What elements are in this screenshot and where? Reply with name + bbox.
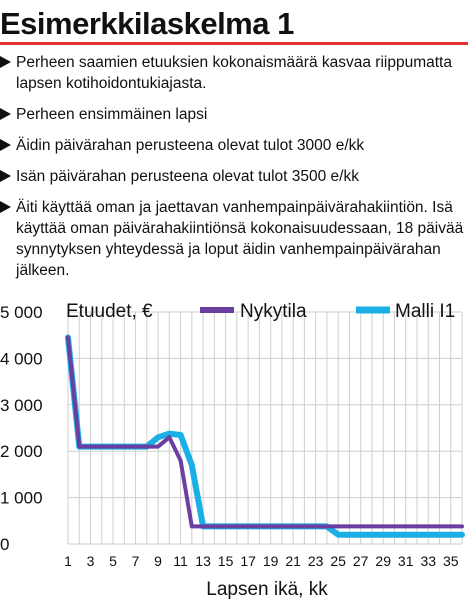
x-axis-ticks — [64, 553, 459, 569]
arrow-right-icon — [0, 201, 11, 213]
bullet-text: Perheen ensimmäinen lapsi — [16, 106, 208, 123]
x-tick-label: 31 — [397, 553, 414, 569]
arrow-right-icon — [0, 108, 11, 120]
x-tick-label: 25 — [330, 553, 346, 569]
x-tick-label: 27 — [352, 553, 369, 569]
x-tick-label: 3 — [86, 553, 95, 569]
x-tick-label: 23 — [307, 553, 324, 569]
x-axis-label: Lapsen ikä, kk — [206, 579, 328, 600]
y-tick-label: 5 000 — [0, 303, 43, 322]
bullet-item — [0, 52, 468, 94]
x-tick-label: 13 — [195, 553, 211, 569]
x-tick-label: 15 — [217, 553, 234, 569]
bullet-text: Äiti käyttää oman ja jaettavan vanhempainpäivärahakiintiön. Isä käyttää oman päivärahakiintiönsä kokonaisuudessaan, 18 päivää synnytyksen yhteydessä ja loput äidin vanhempainpäivärahan jälkeen. — [16, 199, 464, 279]
x-tick-label: 17 — [240, 553, 256, 569]
arrow-right-icon — [0, 56, 11, 68]
chart-series — [68, 338, 462, 535]
title-underline — [0, 42, 468, 45]
legend-label-malli: Malli I1 — [395, 301, 456, 322]
bullet-text: Isän päivärahan perusteena olevat tulot 3500 e/kk — [16, 168, 359, 185]
y-tick-label: 1 000 — [0, 488, 43, 508]
bullet-text: Äidin päivärahan perusteena olevat tulot 3000 e/kk — [16, 137, 365, 154]
x-tick-label: 21 — [285, 553, 301, 569]
x-tick-label: 29 — [375, 553, 391, 569]
page-title: Esimerkkilaskelma 1 — [0, 6, 294, 41]
y-tick-label: 0 — [0, 535, 10, 554]
x-tick-label: 1 — [64, 553, 72, 569]
bullet-item — [0, 135, 468, 156]
bullet-text: Perheen saamien etuuksien kokonaismäärä kasvaa riippumatta lapsen kotihoidontukiajasta. — [16, 54, 452, 92]
y-tick-label: 3 000 — [0, 395, 43, 415]
series-line-malli — [68, 338, 462, 535]
bullet-list — [0, 52, 468, 291]
x-tick-label: 19 — [262, 553, 279, 569]
legend-label-nykytila: Nykytila — [240, 301, 307, 322]
y-tick-label: 4 000 — [0, 349, 43, 369]
y-axis-label: Etuudet, € — [66, 301, 153, 322]
x-tick-label: 11 — [173, 553, 188, 569]
x-tick-label: 35 — [442, 553, 459, 569]
bullet-item — [0, 166, 468, 187]
arrow-right-icon — [0, 170, 11, 182]
x-tick-label: 7 — [131, 553, 140, 569]
y-axis-ticks — [0, 303, 43, 554]
arrow-right-icon — [0, 139, 11, 151]
x-tick-label: 9 — [154, 553, 162, 569]
y-tick-label: 2 000 — [0, 442, 43, 462]
bullet-item — [0, 104, 468, 125]
benefits-line-chart — [0, 290, 468, 612]
chart-grid — [68, 312, 462, 544]
x-tick-label: 33 — [420, 553, 437, 569]
x-tick-label: 5 — [109, 553, 117, 569]
bullet-item — [0, 197, 468, 281]
